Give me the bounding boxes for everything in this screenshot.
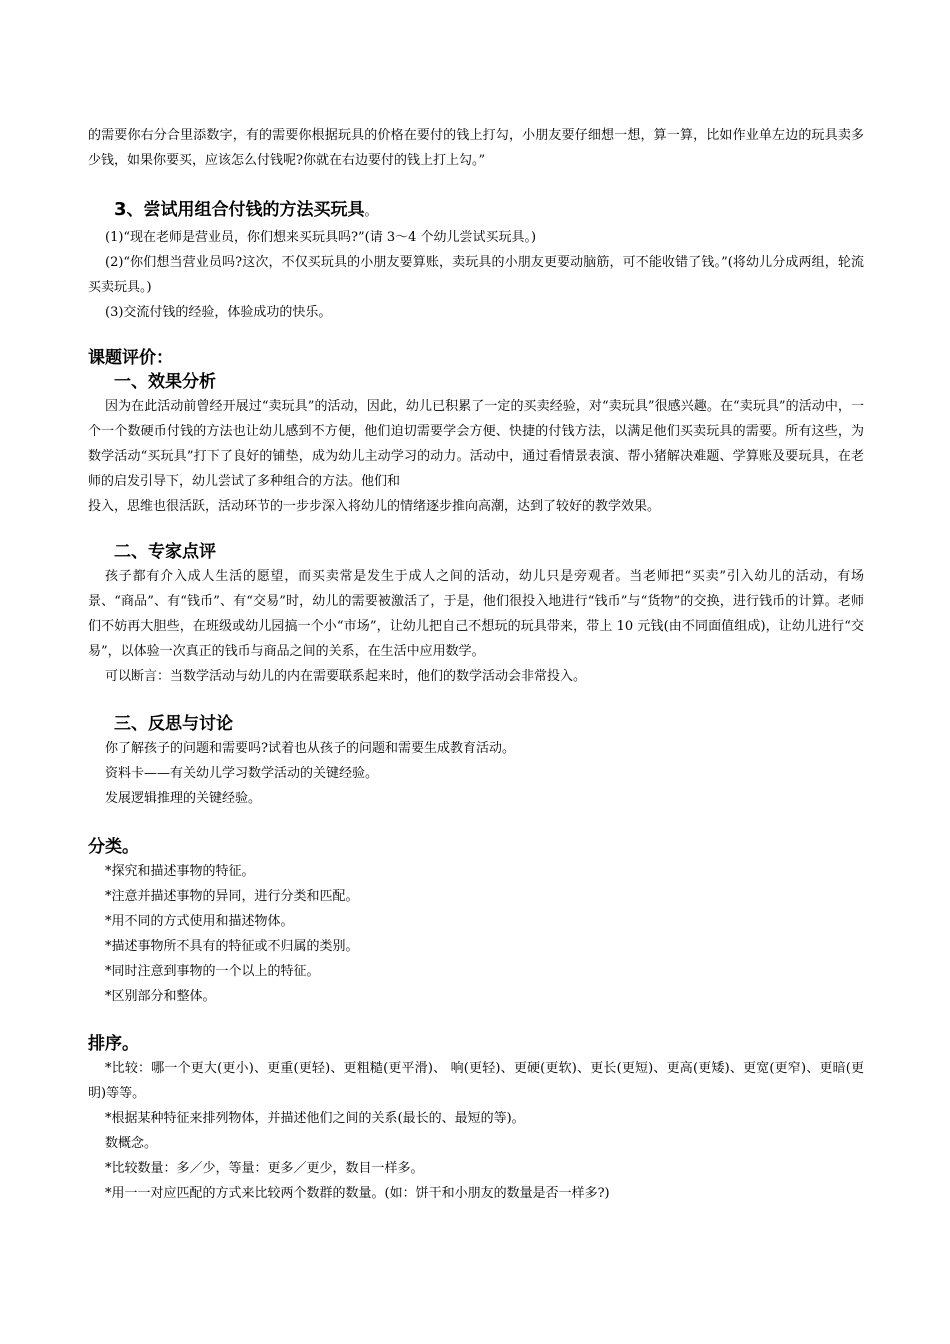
list-item: *用不同的方式使用和描述物体。 (105, 914, 294, 929)
ordering-section (88, 1032, 864, 1206)
intro-paragraph: 的需要你右分合里添数字，有的需要你根据玩具的价格在要付的钱上打勾，小朋友要仔细想一想，算一算，比如作业单左边的玩具卖多少钱，如果你要买，应该怎么付钱呢?你就在右边要付的钱上打上勾。” (88, 128, 864, 168)
list-item: *根据某种特征来排列物体，并描述他们之间的关系(最长的、最短的等)。 (105, 1111, 525, 1126)
section-3-title: 、尝试用组合付钱的方法买玩具 (126, 200, 365, 220)
effect-paragraph-1: 因为在此活动前曾经开展过“卖玩具”的活动，因此，幼儿已积累了一定的买卖经验，对“卖玩具”很感兴趣。在“卖玩具”的活动中，一个一个数硬币付钱的方法也让幼儿感到不方便，他们迫切需要学会方便、快捷的付钱方法，以满足他们买卖玩具的需要。所有这些，为数学活动“买玩具”打下了良好的铺垫，成为幼儿主动学习的动力。活动中，通过看情景表演、帮小猪解决难题、学算账及要玩具，在老师的启发引导下，幼儿尝试了多种组合的方法。他们和 (88, 399, 864, 489)
reflection-section (88, 712, 864, 811)
classification-section (88, 835, 864, 1009)
reflection-line-2: 资料卡——有关幼儿学习数学活动的关键经验。 (105, 766, 379, 781)
ordering-heading: 排序。 (88, 1034, 139, 1054)
section-3-item-3: (3)交流付钱的经验，体验成功的快乐。 (105, 305, 332, 320)
effect-paragraph-2: 投入，思维也很活跃，活动环节的一步步深入将幼儿的情绪逐步推向高潮，达到了较好的教学效果。 (88, 499, 661, 514)
list-item: *同时注意到事物的一个以上的特征。 (105, 964, 320, 979)
reflection-heading: 三、反思与讨论 (114, 714, 233, 734)
expert-section (88, 540, 864, 689)
list-item: 数概念。 (105, 1136, 158, 1151)
section-3-period: 。 (364, 204, 378, 219)
reflection-line-1: 你了解孩子的问题和需要吗?试着也从孩子的问题和需要生成教育活动。 (105, 741, 515, 756)
section-3-item-2: (2)“你们想当营业员吗?这次，不仅买玩具的小朋友要算账，卖玩具的小朋友更要动脑筋，可不能收错了钱。”(将幼儿分成两组，轮流买卖玩具。) (88, 255, 864, 295)
list-item: *注意并描述事物的异同，进行分类和匹配。 (105, 889, 359, 904)
expert-heading: 二、专家点评 (114, 542, 216, 562)
reflection-line-3: 发展逻辑推理的关键经验。 (105, 791, 262, 806)
evaluation-section (88, 346, 864, 519)
list-item: *用一一对应匹配的方式来比较两个数群的数量。(如：饼干和小朋友的数量是否一样多?) (105, 1186, 610, 1201)
list-item: *比较：哪一个更大(更小)、更重(更轻)、更粗糙(更平滑)、 响(更轻)、更硬(更软)、更长(更短)、更高(更矮)、更宽(更窄)、更暗(更明)等等。 (88, 1061, 864, 1101)
section-3-item-1: (1)“现在老师是营业员，你们想来买玩具吗?”(请 3～4 个幼儿尝试买玩具。) (105, 230, 537, 245)
list-item: *探究和描述事物的特征。 (105, 864, 255, 879)
list-item: *区别部分和整体。 (105, 989, 216, 1004)
list-item: *描述事物所不具有的特征或不归属的类别。 (105, 939, 359, 954)
classification-heading: 分类。 (88, 837, 139, 857)
effect-heading: 一、效果分析 (114, 372, 216, 392)
expert-paragraph-2: 可以断言：当数学活动与幼儿的内在需要联系起来时，他们的数学活动会非常投入。 (105, 669, 587, 684)
evaluation-heading: 课题评价： (88, 348, 173, 368)
section-3-heading (88, 196, 864, 226)
section-3 (88, 196, 864, 325)
section-3-number: 3 (114, 199, 127, 220)
list-item: *比较数量：多／少，等量：更多／更少，数目一样多。 (105, 1161, 424, 1176)
expert-paragraph-1: 孩子都有介入成人生活的愿望，而买卖常是发生于成人之间的活动，幼儿只是旁观者。当老师把“买卖”引入幼儿的活动，有场景、“商品”、有“钱币”、有“交易”时，幼儿的需要被激活了，于是，他们很投入地进行“钱币”与“货物”的交换，进行钱币的计算。老师们不妨再大胆些，在班级或幼儿园搞一个小“市场”，让幼儿把自己不想玩的玩具带来，带上 10 元钱(由不同面值组成)，让幼儿进行“交易”，以体验一次真正的钱币与商品之间的关系，在生活中应用数学。 (88, 569, 864, 659)
